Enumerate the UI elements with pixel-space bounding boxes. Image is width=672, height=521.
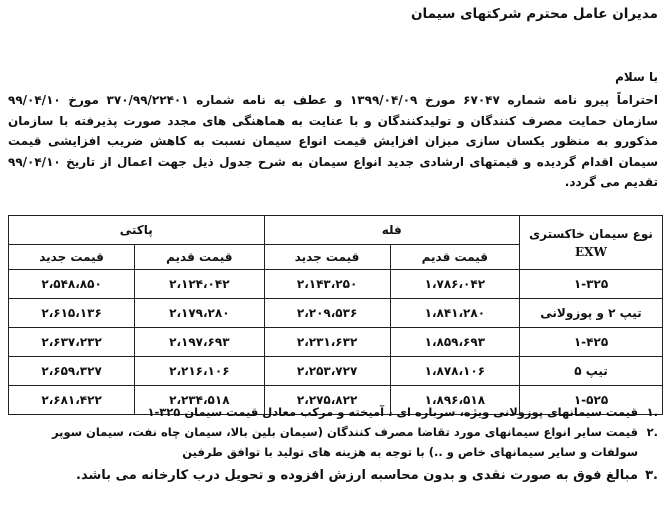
packed-old-price-cell: ۲،۱۹۷،۶۹۳ [135, 328, 264, 357]
table-header-row [9, 216, 663, 245]
note-item [8, 402, 658, 422]
bulk-new-price-cell: ۲،۲۳۱،۶۳۲ [264, 328, 390, 357]
cement-type-cell: ۱-۳۲۵ [520, 270, 663, 299]
type-header-label: نوع سیمان خاکستری [529, 226, 653, 241]
bulk-old-price-cell: ۱،۸۷۸،۱۰۶ [390, 357, 519, 386]
bulk-new-price-cell: ۲،۲۷۵،۸۲۲ [264, 386, 390, 415]
cement-type-cell: تیپ ۲ و پوزولانی [520, 299, 663, 328]
packed-new-price-cell: ۲،۵۴۸،۸۵۰ [9, 270, 135, 299]
bulk-old-price-cell: ۱،۸۹۶،۵۱۸ [390, 386, 519, 415]
greeting: با سلام [615, 70, 658, 84]
packed-old-price-cell: ۲،۱۷۹،۲۸۰ [135, 299, 264, 328]
packed-group-header: پاکتی [9, 216, 265, 245]
note-number: .۲ [646, 425, 658, 439]
packed-new-price-cell: ۲،۶۱۵،۱۳۶ [9, 299, 135, 328]
bulk-new-price-cell: ۲،۲۰۹،۵۳۶ [264, 299, 390, 328]
bulk-new-price-cell: ۲،۲۵۳،۷۲۷ [264, 357, 390, 386]
packed-old-price-cell: ۲،۱۲۴،۰۴۲ [135, 270, 264, 299]
packed-new-price-cell: ۲،۶۸۱،۴۲۲ [9, 386, 135, 415]
cement-type-cell: ۱-۴۲۵ [520, 328, 663, 357]
packed-old-price-cell: ۲،۲۱۶،۱۰۶ [135, 357, 264, 386]
bulk-old-price-cell: ۱،۸۵۹،۶۹۳ [390, 328, 519, 357]
table-row [9, 270, 663, 299]
note-text: قیمت سایر انواع سیمانهای مورد تقاضا مصرف کنندگان (سیمان بلین بالا، سیمان چاه نفت، سیمان سوپر سولفات و سایر سیمانهای خاص و ..) با توجه به هزینه های تولید با توافق طرفین [52, 425, 638, 459]
exw-label: EXW [575, 244, 607, 259]
bulk-new-price-header: قیمت جدید [264, 245, 390, 270]
packed-old-price-cell: ۲،۲۳۴،۵۱۸ [135, 386, 264, 415]
price-table [8, 215, 663, 415]
bulk-group-header: فله [264, 216, 519, 245]
table-row [9, 299, 663, 328]
note-item [8, 466, 658, 486]
note-text: قیمت سیمانهای پوزولانی ویژه، سرباره ای ، آمیخته و مرکب معادل قیمت سیمان ۳۲۵-۱ [147, 405, 638, 419]
table-row [9, 357, 663, 386]
packed-new-price-cell: ۲،۶۳۷،۲۳۲ [9, 328, 135, 357]
cement-type-cell: تیپ ۵ [520, 357, 663, 386]
note-number: .۳ [645, 468, 658, 483]
body-paragraph: احتراماً پیرو نامه شماره ۶۷۰۴۷ مورخ ۱۳۹۹/۰۴/۰۹ و عطف به نامه شماره ۳۷۰/۹۹/۲۲۴۰۱ مورخ ۹۹/۰۴/۱۰ سازمان حمایت مصرف کنندگان و تولیدکنندگان و با عنایت به هماهنگی های مجدد صورت پذیرفته با سازمان مذکورو به منظور یکسان سازی میزان افزایش قیمت انواع سیمان نسبت به کاهش ضریب افزایشی قیمت سیمان اقدام گردیده و قیمتهای ارشادی جدید انواع سیمان به شرح جدول ذیل جهت اعمال از تاریخ ۹۹/۰۴/۱۰ تقدیم می گردد. [8, 93, 658, 189]
notes-list [8, 402, 658, 486]
table-row [9, 328, 663, 357]
note-number: .۱ [646, 405, 658, 419]
type-column-header [520, 216, 663, 270]
cement-type-cell: ۱-۵۲۵ [520, 386, 663, 415]
note-item [8, 422, 658, 462]
letter-title: مدیران عامل محترم شرکتهای سیمان [411, 6, 658, 22]
packed-old-price-header: قیمت قدیم [135, 245, 264, 270]
note-text: مبالغ فوق به صورت نقدی و بدون محاسبه ارزش افزوده و تحویل درب کارخانه می باشد. [76, 468, 638, 483]
bulk-old-price-header: قیمت قدیم [390, 245, 519, 270]
bulk-new-price-cell: ۲،۱۴۳،۲۵۰ [264, 270, 390, 299]
packed-new-price-header: قیمت جدید [9, 245, 135, 270]
packed-new-price-cell: ۲،۶۵۹،۳۲۷ [9, 357, 135, 386]
bulk-old-price-cell: ۱،۷۸۶،۰۴۲ [390, 270, 519, 299]
bulk-old-price-cell: ۱،۸۴۱،۲۸۰ [390, 299, 519, 328]
